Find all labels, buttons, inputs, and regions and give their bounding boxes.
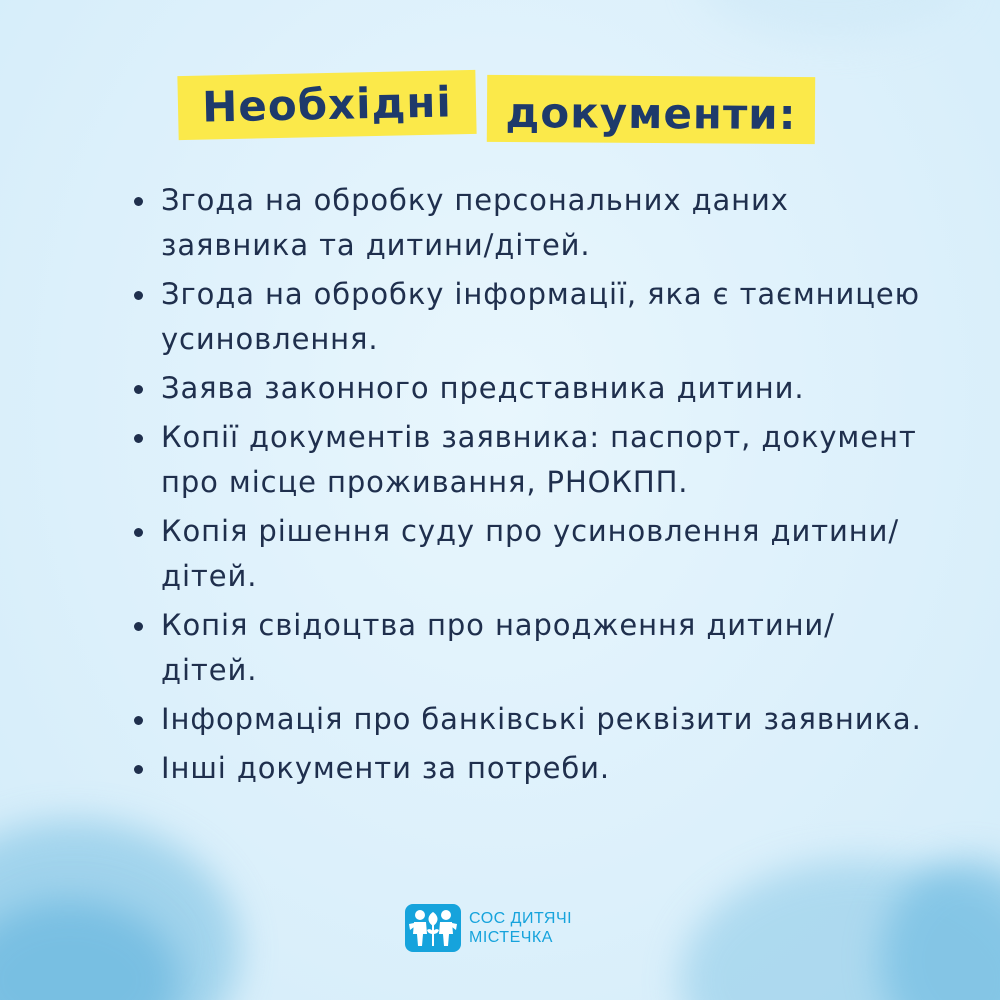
list-item	[124, 272, 924, 362]
list-item-text: Заява законного представника дитини.	[161, 371, 805, 405]
list-item-text: Згода на обробку персональних даних заявника та дитини/дітей.	[161, 183, 789, 262]
brand-logo	[405, 902, 605, 954]
title-highlight-2	[487, 75, 815, 144]
page-title	[0, 0, 1000, 160]
bullet-icon	[134, 434, 143, 443]
list-item-text: Інформація про банківські реквізити заявника.	[161, 702, 922, 736]
logo-text	[469, 909, 572, 947]
title-part-2: документи:	[505, 87, 797, 139]
list-item-text: Інші документи за потреби.	[161, 751, 611, 785]
list-item	[124, 509, 924, 599]
list-item-text: Згода на обробку інформації, яка є таємницею усиновлення.	[161, 277, 920, 356]
title-highlight-1	[177, 70, 476, 140]
bullet-icon	[134, 622, 143, 631]
list-item	[124, 746, 924, 791]
bullet-icon	[134, 765, 143, 774]
bullet-icon	[134, 197, 143, 206]
logo-text-line-2: МІСТЕЧКА	[469, 929, 553, 946]
document-list	[124, 178, 924, 795]
bullet-icon	[134, 716, 143, 725]
list-item-text: Копія рішення суду про усиновлення дитини/дітей.	[161, 514, 900, 593]
title-part-1: Необхідні	[201, 77, 453, 132]
bullet-icon	[134, 291, 143, 300]
list-item	[124, 603, 924, 693]
bullet-icon	[134, 385, 143, 394]
list-item	[124, 415, 924, 505]
list-item	[124, 366, 924, 411]
list-item-text: Копії документів заявника: паспорт, документ про місце проживання, РНОКПП.	[161, 420, 917, 499]
bullet-icon	[134, 528, 143, 537]
list-item	[124, 697, 924, 742]
list-item-text: Копія свідоцтва про народження дитини/ дітей.	[161, 608, 835, 687]
sos-childrens-villages-logo-icon	[405, 904, 461, 952]
logo-text-line-1: СОС ДИТЯЧІ	[469, 910, 573, 927]
list-item	[124, 178, 924, 268]
